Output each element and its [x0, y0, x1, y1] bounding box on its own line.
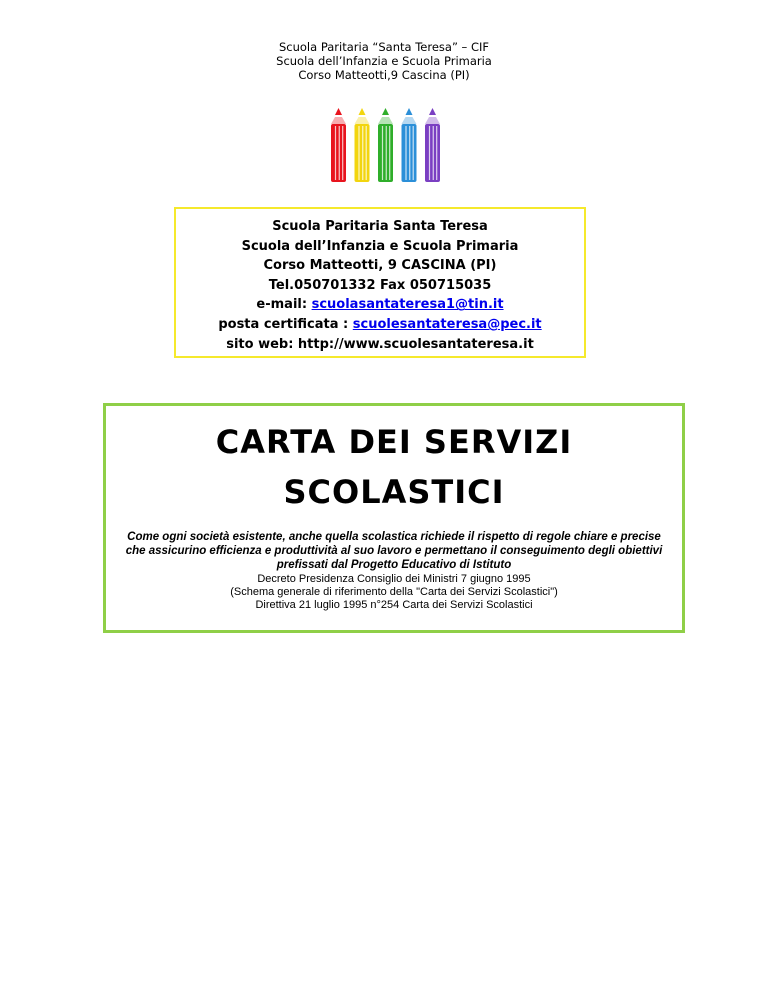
pec-link[interactable]: scuolesantateresa@pec.it [352, 316, 542, 332]
school-email-line [176, 295, 584, 315]
school-type: Scuola dell’Infanzia e Scuola Primaria [241, 238, 519, 254]
school-name: Scuola Paritaria Santa Teresa [272, 219, 488, 234]
charter-box [103, 403, 685, 633]
header-line-2: Scuola dell’Infanzia e Scuola Primaria [276, 54, 492, 68]
header-line-1: Scuola Paritaria “Santa Teresa” – CIF [278, 40, 489, 54]
pencil-icon [425, 108, 440, 182]
pencils-logo-icon [327, 106, 442, 184]
email-link[interactable]: scuolasantateresa1@tin.it [311, 297, 504, 313]
reference-directive: Direttiva 21 luglio 1995 n°254 Carta dei Servizi Scolastici [255, 599, 533, 611]
reference-decree: Decreto Presidenza Consiglio dei Ministri 7 giugno 1995 [257, 573, 531, 585]
pencil-icon [378, 108, 393, 182]
email-label: e-mail: [256, 297, 312, 313]
pec-label: posta certificata : [218, 316, 353, 332]
pencil-icon [402, 108, 417, 182]
charter-quote: Come ogni società esistente, anche quella scolastica richiede il rispetto di regole chiare e precise che assicurino efficienza e produttività al suo lavoro e permettano il conseguimento degli obiettivi prefissati dal Progetto Educativo di Istituto [125, 531, 663, 571]
school-phone: Tel.050701332 Fax 050715035 [268, 277, 492, 293]
school-website: sito web: http://www.scuolesantateresa.it [226, 336, 534, 352]
reference-schema: (Schema generale di riferimento della "Carta dei Servizi Scolastici") [230, 586, 558, 598]
school-address: Corso Matteotti, 9 CASCINA (PI) [263, 258, 497, 274]
document-header [0, 40, 768, 82]
school-info-box [174, 207, 586, 358]
charter-title-line-2: SCOLASTICI [283, 473, 505, 511]
pencil-icon [331, 108, 346, 182]
charter-references [106, 573, 682, 612]
pencil-icon [355, 108, 370, 182]
header-line-3: Corso Matteotti,9 Cascina (PI) [298, 68, 470, 82]
school-pec-line [176, 315, 584, 335]
charter-title-line-1: CARTA DEI SERVIZI [215, 423, 573, 461]
